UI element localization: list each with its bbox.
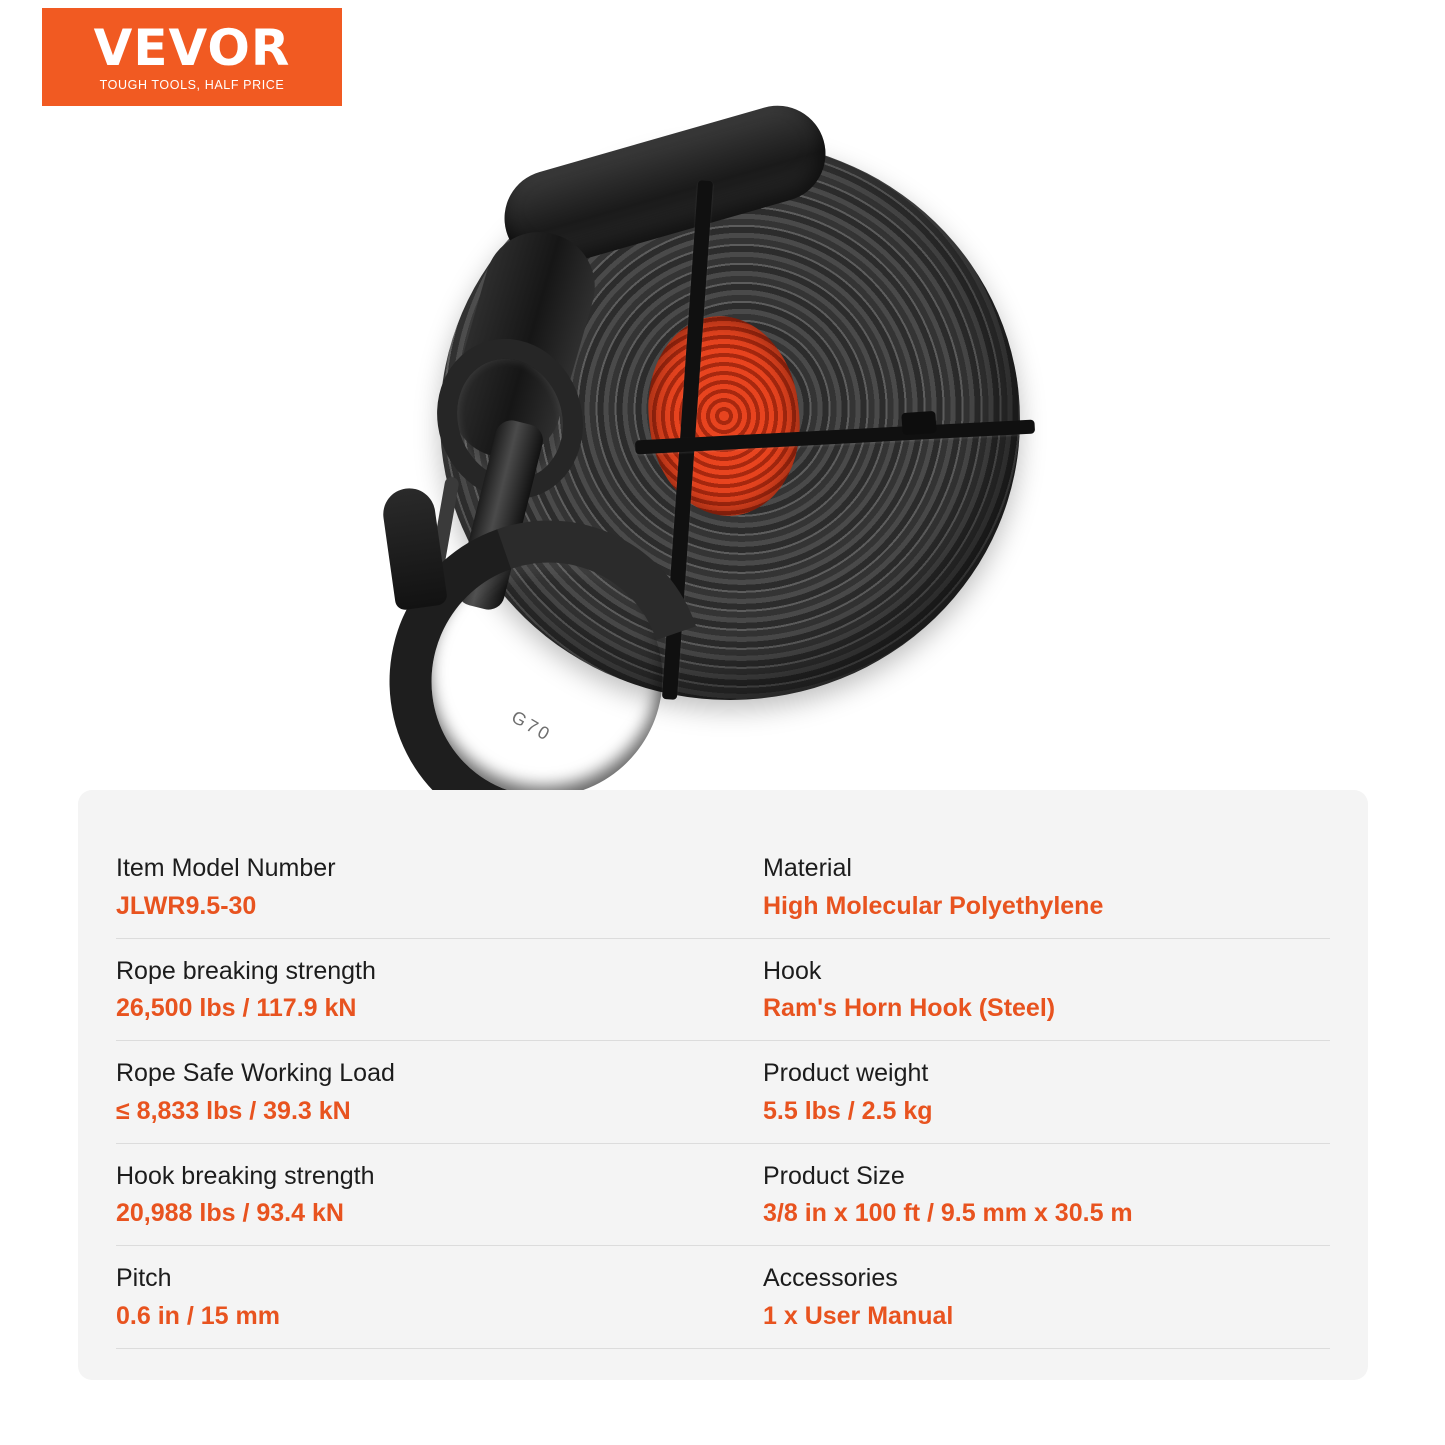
spec-label: Hook bbox=[763, 956, 822, 985]
specification-panel bbox=[78, 790, 1368, 1380]
spec-hook bbox=[723, 939, 1330, 1042]
hook-tip bbox=[380, 485, 448, 611]
spec-item-model-number bbox=[116, 836, 723, 939]
brand-name: VEVOR bbox=[93, 18, 291, 77]
spec-rope-breaking-strength bbox=[116, 939, 723, 1042]
spec-value: JLWR9.5-30 bbox=[116, 891, 257, 920]
spec-label: Rope breaking strength bbox=[116, 956, 376, 985]
spec-product-weight bbox=[723, 1041, 1330, 1144]
product-image bbox=[0, 110, 1445, 780]
product-illustration bbox=[380, 120, 1060, 780]
spec-label: Item Model Number bbox=[116, 854, 336, 882]
spec-label: Pitch bbox=[116, 1264, 172, 1292]
spec-hook-breaking-strength bbox=[116, 1144, 723, 1247]
spec-label: Hook breaking strength bbox=[116, 1161, 375, 1190]
brand-tagline: TOUGH TOOLS, HALF PRICE bbox=[99, 77, 285, 92]
brand-logo bbox=[42, 8, 342, 106]
spec-label: Product Size bbox=[763, 1161, 905, 1190]
spec-material bbox=[723, 836, 1330, 939]
spec-rope-safe-working-load bbox=[116, 1041, 723, 1144]
specification-grid bbox=[116, 836, 1330, 1349]
hook-marking: G70 bbox=[508, 706, 556, 746]
cable-tie-knob bbox=[901, 411, 936, 435]
spec-label: Accessories bbox=[763, 1264, 898, 1292]
spec-value: 26,500 lbs / 117.9 kN bbox=[116, 994, 357, 1023]
spec-label: Material bbox=[763, 854, 852, 882]
spec-accessories bbox=[723, 1246, 1330, 1349]
spec-value: ≤ 8,833 lbs / 39.3 kN bbox=[116, 1096, 351, 1125]
spec-label: Rope Safe Working Load bbox=[116, 1059, 395, 1087]
spec-value: 1 x User Manual bbox=[763, 1301, 954, 1330]
spec-pitch bbox=[116, 1246, 723, 1349]
spec-value: High Molecular Polyethylene bbox=[763, 891, 1104, 920]
spec-value: 5.5 lbs / 2.5 kg bbox=[763, 1096, 933, 1125]
spec-product-size bbox=[723, 1144, 1330, 1247]
spec-value: 0.6 in / 15 mm bbox=[116, 1301, 280, 1330]
spec-value: 20,988 lbs / 93.4 kN bbox=[116, 1199, 344, 1228]
spec-label: Product weight bbox=[763, 1059, 929, 1087]
spec-value: Ram's Horn Hook (Steel) bbox=[763, 994, 1056, 1023]
spec-value: 3/8 in x 100 ft / 9.5 mm x 30.5 m bbox=[763, 1199, 1133, 1228]
